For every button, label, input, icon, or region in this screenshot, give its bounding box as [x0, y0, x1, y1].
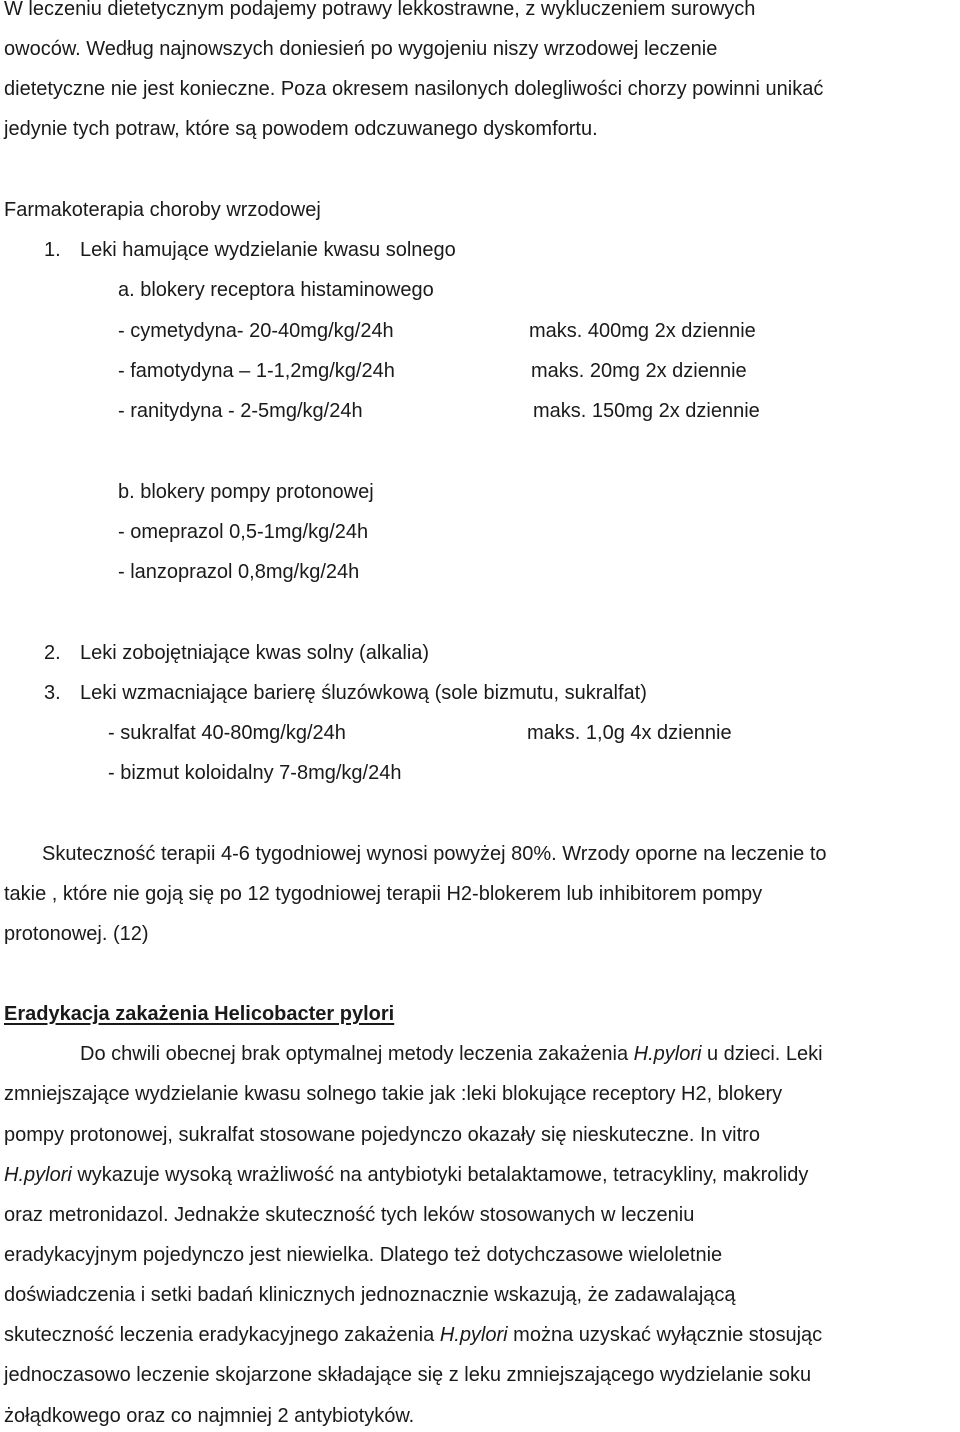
hp-line-10: żołądkowego oraz co najmniej 2 antybiotyków. [4, 1405, 415, 1427]
sublist-a-label: a. blokery receptora histaminowego [118, 279, 434, 301]
list-item-2-label: Leki zobojętniające kwas solny (alkalia) [80, 642, 430, 664]
drug-dose-omeprazole: - omeprazol 0,5-1mg/kg/24h [118, 521, 369, 543]
drug-dose-colloidal-bismuth: - bizmut koloidalny 7-8mg/kg/24h [108, 762, 402, 784]
drug-dose-ranitidine: - ranitydyna - 2-5mg/kg/24h [118, 400, 363, 422]
section-heading-eradication: Eradykacja zakażenia Helicobacter pylori [4, 1003, 395, 1025]
list-number-3: 3. [44, 682, 61, 704]
hp-abbr: H.pylori [633, 1043, 702, 1065]
sublist-b-label: b. blokery pompy protonowej [118, 481, 374, 503]
list-number-1: 1. [44, 239, 61, 261]
drug-max-cimetidine: maks. 400mg 2x dziennie [529, 320, 756, 342]
hp-line-2: zmniejszające wydzielanie kwasu solnego takie jak :leki blokujące receptory H2, blokery [4, 1083, 783, 1105]
hp-line-8 [4, 1322, 822, 1348]
list-item-3-label: Leki wzmacniające barierę śluzówkową (sole bizmutu, sukralfat) [80, 682, 647, 704]
efficacy-line-3: protonowej. (12) [4, 923, 149, 945]
drug-dose-lansoprazole: - lanzoprazol 0,8mg/kg/24h [118, 561, 360, 583]
intro-line-1: W leczeniu dietetycznym podajemy potrawy lekkostrawne, z wykluczeniem surowych [4, 0, 756, 20]
hp-line-4-text: wykazuje wysoką wrażliwość na antybiotyki betalaktamowe, tetracykliny, makrolidy [71, 1164, 809, 1186]
hp-line-7: doświadczenia i setki badań klinicznych jednoznacznie wskazują, że zadawalającą [4, 1284, 736, 1306]
hp-line-5: oraz metronidazol. Jednakże skuteczność tych leków stosowanych w leczeniu [4, 1204, 695, 1226]
drug-max-ranitidine: maks. 150mg 2x dziennie [533, 400, 760, 422]
list-number-2: 2. [44, 642, 61, 664]
hp-line-8-text-b: można uzyskać wyłącznie stosując [507, 1324, 823, 1346]
drug-dose-famotidine: - famotydyna – 1-1,2mg/kg/24h [118, 360, 395, 382]
hp-line-1-text-b: u dzieci. Leki [701, 1043, 823, 1065]
hp-line-6: eradykacyjnym pojedynczo jest niewielka. Dlatego też dotychczasowe wieloletnie [4, 1244, 723, 1266]
list-item-1-label: Leki hamujące wydzielanie kwasu solnego [80, 239, 456, 261]
efficacy-line-1: Skuteczność terapii 4-6 tygodniowej wynosi powyżej 80%. Wrzody oporne na leczenie to [42, 843, 827, 865]
drug-dose-sucralfate: - sukralfat 40-80mg/kg/24h [108, 722, 346, 744]
drug-max-famotidine: maks. 20mg 2x dziennie [531, 360, 747, 382]
section-heading-pharmacotherapy: Farmakoterapia choroby wrzodowej [4, 199, 321, 221]
hp-line-8-text-a: skuteczność leczenia eradykacyjnego zakażenia [4, 1324, 440, 1346]
hp-line-3: pompy protonowej, sukralfat stosowane pojedynczo okazały się nieskuteczne. In vitro [4, 1124, 760, 1146]
drug-max-sucralfate: maks. 1,0g 4x dziennie [527, 722, 732, 744]
hp-line-1 [80, 1041, 823, 1067]
hp-abbr: H.pylori [4, 1164, 72, 1186]
hp-line-1-text-a: Do chwili obecnej brak optymalnej metody leczenia zakażenia [80, 1043, 634, 1065]
intro-line-2: owoców. Według najnowszych doniesień po wygojeniu niszy wrzodowej leczenie [4, 38, 718, 60]
intro-line-4: jedynie tych potraw, które są powodem odczuwanego dyskomfortu. [4, 118, 598, 140]
efficacy-line-2: takie , które nie goją się po 12 tygodniowej terapii H2-blokerem lub inhibitorem pompy [4, 883, 763, 905]
intro-line-3: dietetyczne nie jest konieczne. Poza okresem nasilonych dolegliwości chorzy powinni unikać [4, 78, 824, 100]
hp-line-4 [4, 1162, 808, 1188]
hp-line-9: jednoczasowo leczenie skojarzone składające się z leku zmniejszającego wydzielanie soku [4, 1364, 812, 1386]
hp-abbr: H.pylori [439, 1324, 508, 1346]
drug-dose-cimetidine: - cymetydyna- 20-40mg/kg/24h [118, 320, 394, 342]
